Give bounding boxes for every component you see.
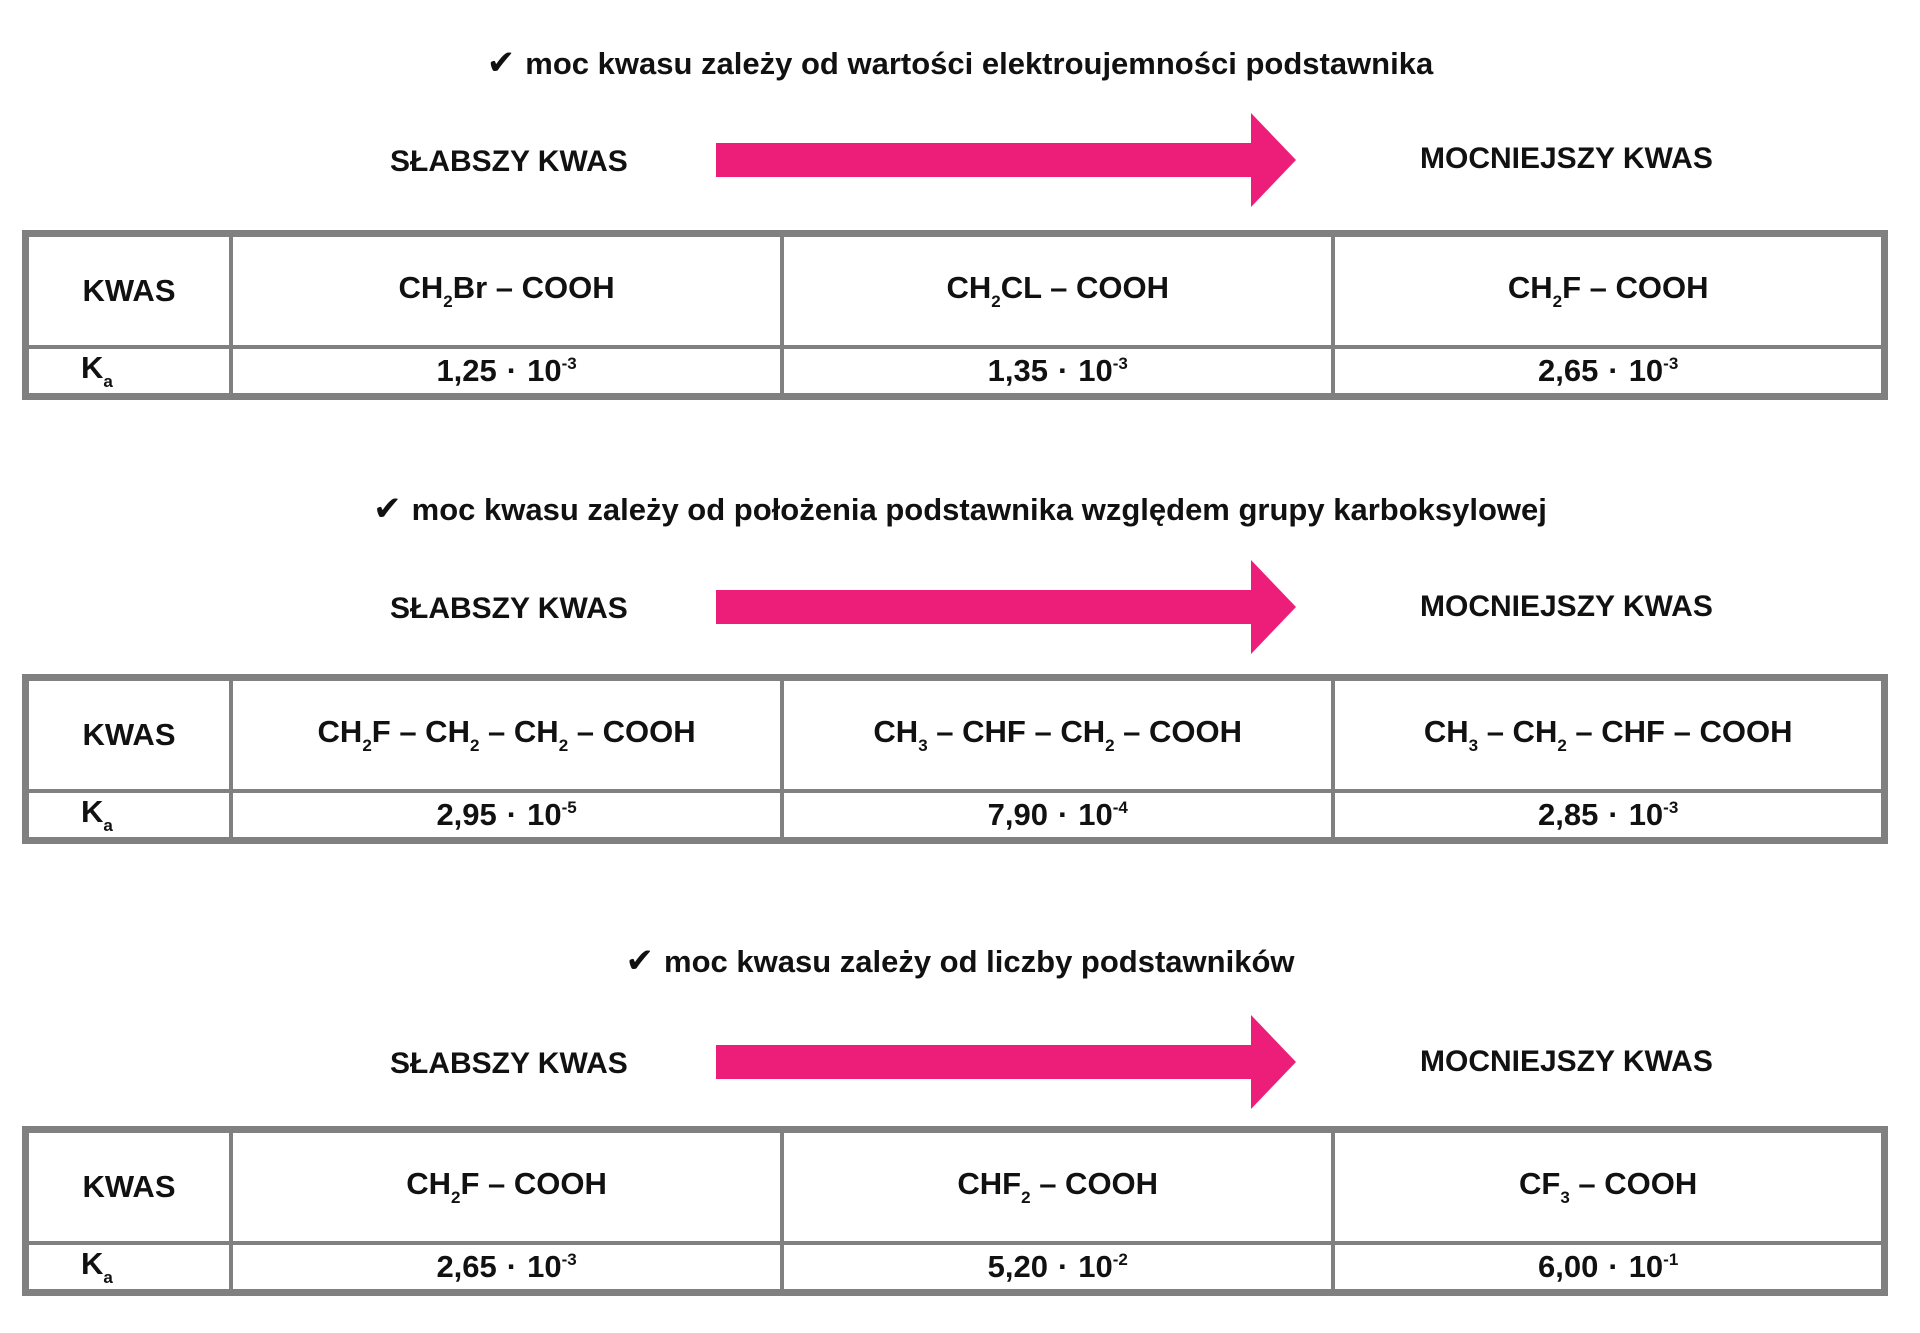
section-heading: ✔ moc kwasu zależy od liczby podstawników [625, 942, 1295, 980]
ka-value-cell: $5,20 \cdot 10^{-2}$ [782, 1243, 1333, 1293]
table-row-ka [26, 1243, 1885, 1293]
ka-value-cell: $1,35 \cdot 10^{-3}$ [782, 347, 1333, 397]
ka-value-cell: $2,95 \cdot 10^{-5}$ [231, 791, 782, 841]
ka-value-cell: $2,65 \cdot 10^{-3}$ [231, 1243, 782, 1293]
table-row-acid [26, 678, 1885, 792]
stronger-acid-label: MOCNIEJSZY KWAS [1420, 590, 1713, 623]
acid-row-header: KWAS [26, 234, 232, 348]
ka-value-cell: $2,65 \cdot 10^{-3}$ [1333, 347, 1884, 397]
acid-row-header: KWAS [26, 1130, 232, 1244]
ka-value-cell: $7,90 \cdot 10^{-4}$ [782, 791, 1333, 841]
table-row-acid [26, 1130, 1885, 1244]
formula-cell: $CH_2CL$ – COOH [782, 234, 1333, 348]
arrow-shape [716, 560, 1296, 654]
formula-cell: $CH_2F$ – COOH [231, 1130, 782, 1244]
checkmark-icon: ✔ [625, 942, 654, 980]
weaker-acid-label: SŁABSZY KWAS [390, 1047, 628, 1080]
arrow-shape [716, 1015, 1296, 1109]
weaker-acid-label: SŁABSZY KWAS [390, 145, 628, 178]
formula-cell: $CF_3$ – COOH [1333, 1130, 1884, 1244]
acid-table [22, 230, 1888, 400]
formula-cell: $CH_3$ – CHF – $CH_2$ – COOH [782, 678, 1333, 792]
stronger-acid-label: MOCNIEJSZY KWAS [1420, 1045, 1713, 1078]
formula-cell: $CH_3 - CH_2$ – CHF – COOH [1333, 678, 1884, 792]
formula-cell: $CHF_2$ – COOH [782, 1130, 1333, 1244]
ka-value-cell: $2,85 \cdot 10^{-3}$ [1333, 791, 1884, 841]
arrow-shape [716, 113, 1296, 207]
acid-row-header: KWAS [26, 678, 232, 792]
formula-cell: $CH_2Br$ – COOH [231, 234, 782, 348]
formula-cell: $CH_2F$ – COOH [1333, 234, 1884, 348]
ka-value-cell: $1,25 \cdot 10^{-3}$ [231, 347, 782, 397]
table-row-acid [26, 234, 1885, 348]
right-arrow-icon [716, 1015, 1296, 1109]
formula-cell: $CH_2F - CH_2 - CH_2$ – COOH [231, 678, 782, 792]
acid-table [22, 1126, 1888, 1296]
ka-row-header: $K_a$ [26, 347, 232, 397]
table-row-ka [26, 347, 1885, 397]
checkmark-icon: ✔ [486, 44, 516, 82]
table-row-ka [26, 791, 1885, 841]
right-arrow-icon [716, 560, 1296, 654]
section-heading: ✔ moc kwasu zależy od położenia podstawnika względem grupy karboksylowej [373, 490, 1547, 528]
stronger-acid-label: MOCNIEJSZY KWAS [1420, 142, 1713, 175]
right-arrow-icon [716, 113, 1296, 207]
checkmark-icon: ✔ [373, 490, 402, 528]
ka-value-cell: $6,00 \cdot 10^{-1}$ [1333, 1243, 1884, 1293]
weaker-acid-label: SŁABSZY KWAS [390, 592, 628, 625]
section-heading: ✔ moc kwasu zależy od wartości elektroujemności podstawnika [486, 44, 1434, 82]
ka-row-header: $K_a$ [26, 1243, 232, 1293]
ka-row-header: $K_a$ [26, 791, 232, 841]
acid-table [22, 674, 1888, 844]
